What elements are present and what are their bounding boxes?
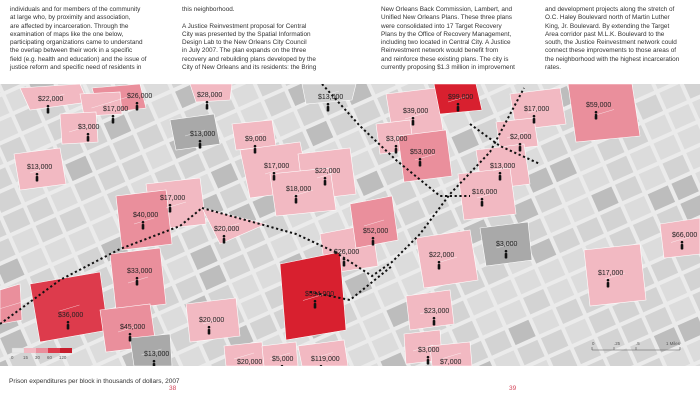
person-icon bbox=[327, 103, 330, 112]
expenditure-label: $26,000 bbox=[127, 93, 153, 100]
person-icon bbox=[681, 241, 684, 250]
expenditure-label: $3,000 bbox=[418, 347, 440, 354]
legend-tick: 30 bbox=[35, 355, 40, 360]
person-icon bbox=[533, 115, 536, 124]
person-icon bbox=[47, 105, 50, 114]
expenditure-label: $36,000 bbox=[58, 312, 84, 319]
person-icon bbox=[499, 172, 502, 181]
person-icon bbox=[395, 145, 398, 154]
person-icon bbox=[254, 145, 257, 154]
person-icon bbox=[206, 101, 209, 110]
person-icon bbox=[129, 333, 132, 342]
expenditure-label: $594,000 bbox=[305, 291, 335, 298]
expenditure-label: $5,000 bbox=[272, 356, 294, 363]
person-icon bbox=[433, 317, 436, 326]
person-icon bbox=[419, 158, 422, 167]
person-icon bbox=[36, 173, 39, 182]
expenditure-label: $33,000 bbox=[127, 268, 153, 275]
person-icon bbox=[343, 258, 346, 267]
expenditure-label: $99,000 bbox=[448, 94, 474, 101]
expenditure-label: $40,000 bbox=[133, 212, 159, 219]
person-icon bbox=[457, 103, 460, 112]
expenditure-label: $22,000 bbox=[38, 96, 64, 103]
person-icon bbox=[208, 326, 211, 335]
expenditure-label: $7,000 bbox=[440, 359, 462, 366]
expenditure-block bbox=[30, 272, 108, 342]
person-icon bbox=[295, 195, 298, 204]
expenditure-label: $2,000 bbox=[510, 134, 532, 141]
expenditure-label: $20,000 bbox=[214, 226, 240, 233]
expenditure-block bbox=[130, 334, 172, 366]
expenditure-label: $23,000 bbox=[424, 308, 450, 315]
expenditure-label: $13,000 bbox=[27, 164, 53, 171]
expenditure-label: $53,000 bbox=[410, 149, 436, 156]
person-icon bbox=[223, 235, 226, 244]
map-caption: Prison expenditures per block in thousands of dollars, 2007 bbox=[9, 378, 180, 385]
expenditure-label: $17,000 bbox=[524, 106, 550, 113]
expenditure-label: $16,000 bbox=[472, 189, 498, 196]
expenditure-label: $39,000 bbox=[403, 108, 429, 115]
text-column-1: individuals and for members of the community at large who, by proximity and association, are affected by incarceration. Through the examination of maps like the one below, participating organizations came to understand the overlap between their work in a specific field (e.g. health and education) and the issue of justice reform and specific need of residents in bbox=[10, 6, 147, 72]
legend-tick: 120 bbox=[59, 355, 67, 360]
expenditure-label: $20,000 bbox=[237, 359, 263, 366]
person-icon bbox=[136, 277, 139, 286]
person-icon bbox=[273, 172, 276, 181]
expenditure-label: $22,000 bbox=[315, 168, 341, 175]
expenditure-label: $13,000 bbox=[490, 163, 516, 170]
scale-tick: 1 Miles bbox=[666, 341, 680, 346]
person-icon bbox=[372, 237, 375, 246]
expenditure-label: $66,000 bbox=[672, 232, 698, 239]
expenditure-label: $20,000 bbox=[199, 317, 225, 324]
expenditure-label: $52,000 bbox=[363, 228, 389, 235]
expenditure-label: $18,000 bbox=[286, 186, 312, 193]
text-column-3: New Orleans Back Commission, Lambert, and Unified New Orleans Plans. These three plans were consolidated into 17 Target Recovery Plans by the Office of Recovery Management, including two located in Central City. A Justice Reinvestment network would benefit from and reinforce these existing plans. The city is currently proposing $1.3 million in improvement bbox=[381, 6, 515, 72]
legend-tick: 15 bbox=[23, 355, 28, 360]
person-icon bbox=[412, 117, 415, 126]
person-icon bbox=[314, 300, 317, 309]
person-icon bbox=[505, 250, 508, 259]
expenditure-label: $17,000 bbox=[264, 163, 290, 170]
person-icon bbox=[199, 140, 202, 149]
expenditure-block bbox=[416, 230, 478, 288]
expenditure-label: $26,000 bbox=[334, 249, 360, 256]
person-icon bbox=[169, 204, 172, 213]
expenditure-label: $3,000 bbox=[496, 241, 518, 248]
legend-tick: 60 bbox=[47, 355, 52, 360]
scale-tick: 0 bbox=[592, 341, 595, 346]
person-icon bbox=[438, 261, 441, 270]
expenditure-label: $22,000 bbox=[429, 252, 455, 259]
scale-tick: .5 bbox=[636, 341, 640, 346]
expenditure-label: $45,000 bbox=[120, 324, 146, 331]
expenditure-label: $59,000 bbox=[586, 102, 612, 109]
expenditure-label: $9,000 bbox=[245, 136, 267, 143]
text-column-4: and development projects along the stretch of O.C. Haley Boulevard north of Martin Luther King, Jr. Boulevard. By extending the Target Area corridor past M.L.K. Boulevard to the south, the Justice Reinvestment network could connect these improvements to those areas of the neighborhood with the highest incarceration rates. bbox=[545, 6, 680, 72]
expenditure-label: $28,000 bbox=[197, 92, 223, 99]
person-icon bbox=[481, 198, 484, 207]
person-icon bbox=[142, 221, 145, 230]
person-icon bbox=[87, 133, 90, 142]
expenditure-label: $17,000 bbox=[160, 195, 186, 202]
person-icon bbox=[67, 321, 70, 330]
person-icon bbox=[607, 279, 610, 288]
person-icon bbox=[136, 102, 139, 111]
prison-expenditure-map bbox=[0, 84, 700, 366]
expenditure-label: $119,000 bbox=[311, 356, 340, 363]
person-icon bbox=[427, 356, 430, 365]
expenditure-label: $13,000 bbox=[318, 94, 344, 101]
expenditure-label: $13,000 bbox=[144, 351, 170, 358]
person-icon bbox=[595, 111, 598, 120]
person-icon bbox=[324, 177, 327, 186]
expenditure-label: $3,000 bbox=[386, 136, 408, 143]
expenditure-block bbox=[568, 84, 640, 142]
page-number-left: 38 bbox=[169, 385, 177, 392]
legend-tick: 0 bbox=[11, 355, 14, 360]
text-column-2: this neighborhood. A Justice Reinvestment proposal for Central City was presented by the Spatial Information Design Lab to the New Orleans City Council in July 2007. The plan expands on the three recovery and rebuilding plans developed by the City of New Orleans and its residents: the Bring bbox=[182, 6, 317, 72]
expenditure-block bbox=[0, 284, 22, 324]
expenditure-label: $3,000 bbox=[78, 124, 100, 131]
page-number-right: 39 bbox=[509, 385, 517, 392]
person-icon bbox=[112, 115, 115, 124]
expenditure-label: $17,000 bbox=[103, 106, 129, 113]
scale-tick: .25 bbox=[614, 341, 621, 346]
expenditure-label: $13,000 bbox=[190, 131, 216, 138]
expenditure-label: $17,000 bbox=[598, 270, 624, 277]
person-icon bbox=[519, 143, 522, 152]
